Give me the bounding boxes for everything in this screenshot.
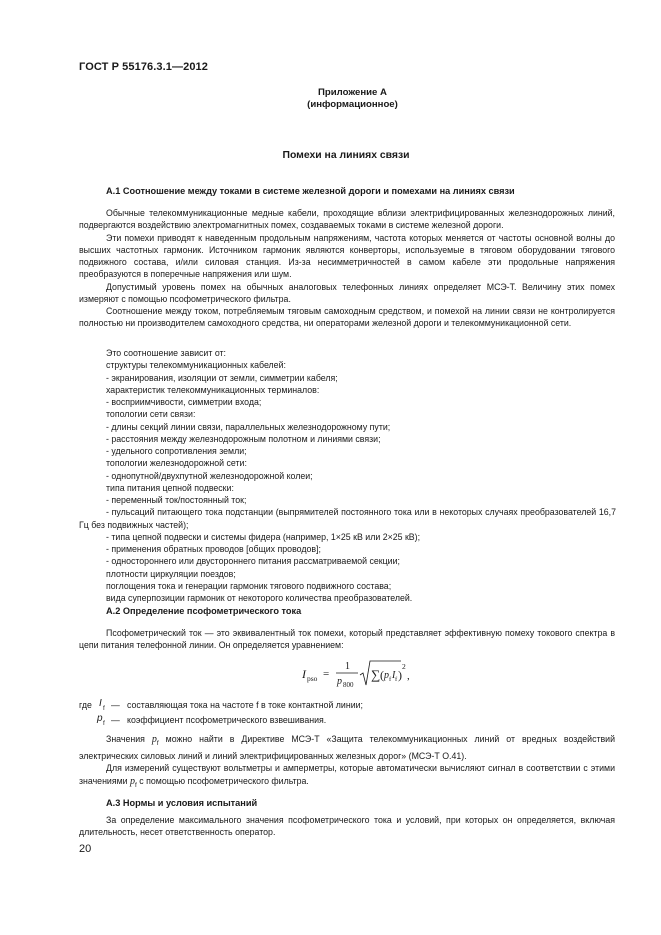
formula-paren-close: ) [398, 668, 402, 682]
formula-paren-open: ( [380, 668, 384, 682]
list-item: - типа цепной подвески и системы фидера (например, 1×25 кВ или 2×25 кВ); [106, 531, 421, 542]
paragraph [79, 733, 615, 762]
definition-subscript: f [103, 705, 105, 712]
section-a2-intro [79, 627, 615, 652]
dependency-list [79, 347, 616, 604]
list-item: топологии железнодорожной сети: [106, 458, 247, 469]
section-a1-body [79, 207, 615, 330]
formula-denominator-subscript: 800 [343, 681, 354, 689]
paragraph: Соотношение между током, потребляемым тяговым самоходным средством, и помехой на линии связи не контролируется полностью ни производителем самоходного средства, ни операторами железной дороги и телекоммуникационной сети. [79, 306, 615, 329]
list-item: - применения обратных проводов [общих проводов]; [106, 544, 321, 554]
list-item: - восприимчивости, симметрии входа; [106, 397, 262, 407]
list-item: - расстояния между железнодорожным полотном и линиями связи; [106, 433, 381, 444]
paragraph: За определение максимального значения псофометрического тока и условий, при которых он определяется, включая длительность, несет ответственность оператор. [79, 815, 615, 838]
text-run: Для измерений существуют вольтметры и амперметры, которые автоматически вычисляют сигнал в соответствии с этими значениями [79, 763, 615, 786]
paragraph [79, 762, 615, 791]
paragraph: Обычные телекоммуникационные медные кабели, проходящие вблизи электрифицированных железнодорожных линий, подвергаются воздействию электромагнитных помех, создаваемых токами в системе железной дороги. [79, 208, 615, 231]
paragraph: Эти помехи приводят к наведенным продольным напряжениям, частота которых меняется от частоты основной волны до высших частотных гармоник. Источником гармоник являются конверторы, используемые в тяговом оборудовании тягового подвижного состава, и/или силовая станция. Из-за несимметричностей в самом кабеле эти продольные напряжения преобразуются в поперечные напряжения или шум. [79, 232, 615, 280]
weight-symbol: p [151, 734, 157, 745]
list-item: - пульсаций питающего тока подстанции (выпрямителей постоянного тока или в некоторых случаях преобразователей 16,7 Гц без подвижных частей); [79, 507, 616, 530]
formula-denominator: p [337, 676, 342, 687]
definition-subscript: f [103, 720, 105, 727]
document-header-id: ГОСТ Р 55176.3.1—2012 [79, 61, 208, 73]
list-item: топологии сети связи: [106, 409, 196, 420]
page-number: 20 [79, 843, 92, 855]
list-item: - удельного сопротивления земли; [106, 446, 247, 456]
formula-lhs-subscript: pso [307, 674, 318, 683]
section-a3-heading: А.3 Нормы и условия испытаний [106, 798, 258, 808]
definition-text: коэффициент псофометрического взвешивания. [127, 715, 327, 725]
formula-exponent: 2 [402, 662, 406, 671]
list-item: - длины секций линии связи, параллельных железнодорожному пути; [106, 421, 391, 432]
formula-comma: , [407, 670, 410, 682]
list-item: - одностороннего или двустороннего питания рассматриваемой секции; [106, 556, 400, 567]
formula-equals: = [323, 668, 330, 680]
definition-symbol: I [99, 698, 102, 709]
formula-current-subscript: f [395, 676, 398, 683]
list-item: вида суперпозиции гармоник от некоторого количества преобразователей. [106, 593, 413, 603]
weight-subscript: f [156, 739, 159, 747]
annex-title: Приложение А [318, 87, 387, 98]
section-a2-heading: А.2 Определение псофометрического тока [106, 606, 302, 616]
list-item: - переменный ток/постоянный ток; [106, 495, 247, 505]
definition-dash: — [111, 715, 120, 725]
text-run: Значения [106, 734, 145, 744]
definition-symbol: p [97, 713, 103, 724]
list-item: плотности циркуляции поездов; [106, 568, 236, 579]
definition-text: составляющая тока на частоте f в токе контактной линии; [127, 700, 363, 710]
list-item: поглощения тока и генерации гармоник тягового подвижного состава; [106, 580, 392, 591]
formula-weight-symbol: p [384, 670, 389, 681]
list-item: структуры телекоммуникационных кабелей: [106, 360, 286, 371]
list-item: типа питания цепной подвески: [106, 482, 234, 493]
psophometric-current-formula [0, 658, 661, 690]
formula-numerator: 1 [345, 661, 350, 672]
annex-type: (информационное) [307, 99, 398, 110]
paragraph: Псофометрический ток — это эквивалентный ток помехи, который представляет эффективную помеху токового спектра в цепи питания телефонной линии. Он определяется уравнением: [79, 628, 615, 651]
paragraph: Допустимый уровень помех на обычных аналоговых телефонных линиях определяет МСЭ-Т. Величину этих помех измеряют с помощью псофометрического фильтра. [79, 281, 615, 304]
list-item: - экранирования, изоляции от земли, симметрии кабеля; [106, 372, 338, 383]
section-a3-body [79, 814, 615, 839]
weight-symbol: p [130, 775, 136, 787]
page-title: Помехи на линиях связи [282, 150, 410, 161]
list-item: характеристик телекоммуникационных терминалов: [106, 384, 320, 395]
formula-current-symbol: I [392, 670, 396, 681]
list-item: Это соотношение зависит от: [106, 348, 226, 358]
formula-weight-subscript: f [389, 676, 392, 683]
formula-lhs: I [302, 667, 306, 681]
weight-subscript: f [135, 781, 137, 789]
formula-sum-sign: ∑ [371, 667, 381, 682]
text-run: можно найти в Директиве МСЭ-Т «Защита телекоммуникационных линий от вредных воздействий электрических силовых линий и линий электрифицированных железных дорог» (МСЭ-Т О.41). [79, 734, 615, 761]
definition-dash: — [111, 700, 120, 710]
text-run: с помощью псофометрического фильтра. [139, 775, 309, 786]
section-a1-heading: А.1 Соотношение между токами в системе железной дороги и помехами на линиях связи [106, 186, 515, 196]
section-a2-notes [79, 733, 615, 792]
definition-prefix: где [79, 700, 92, 710]
list-item: - однопутной/двухпутной железнодорожной колеи; [106, 470, 313, 481]
